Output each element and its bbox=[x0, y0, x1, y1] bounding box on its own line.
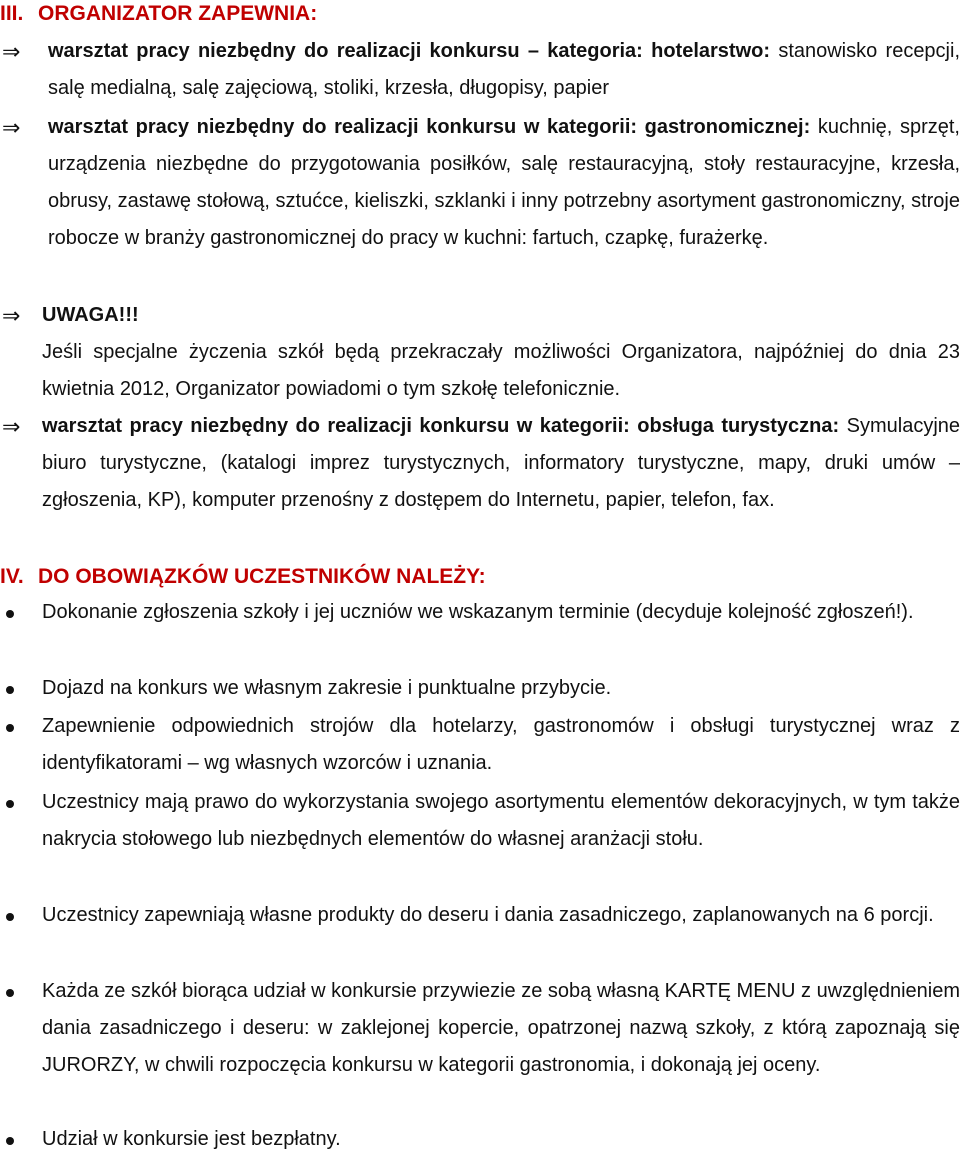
bullet-dot-icon bbox=[6, 800, 14, 808]
list-item-text: Każda ze szkół biorąca udział w konkursie przywiezie ze sobą własną KARTĘ MENU z uwzględnieniem dania zasadniczego i deseru: w zaklejonej kopercie, opatrzonej nazwą szkoły, z którą zapoznają się JURORZY, w chwili rozpoczęcia konkursu w kategorii gastronomia, i dokonają jej oceny. bbox=[42, 980, 960, 1076]
list-item-text: Uczestnicy zapewniają własne produkty do deseru i dania zasadniczego, zaplanowanych na 6 porcji. bbox=[42, 904, 934, 926]
list-item-text: Zapewnienie odpowiednich strojów dla hotelarzy, gastronomów i obsługi turystycznej wraz z identyfikatorami – wg własnych wzorców i uznania. bbox=[42, 715, 960, 774]
double-right-arrow-icon: ⇒ bbox=[2, 115, 21, 140]
bullet-dot-icon bbox=[6, 989, 14, 997]
item-text bbox=[42, 408, 960, 519]
bullet-dot-icon bbox=[6, 686, 14, 694]
item-text bbox=[48, 109, 960, 257]
section-4-heading bbox=[0, 564, 486, 590]
section-3-number: III. bbox=[0, 2, 24, 25]
item-body: Jeśli specjalne życzenia szkół będą przekraczały możliwości Organizatora, najpóźniej do dnia 23 kwietnia 2012, Organizator powiadomi o tym szkołę telefonicznie. bbox=[42, 341, 960, 400]
bullet-dot-icon bbox=[6, 1137, 14, 1145]
item-text bbox=[42, 297, 960, 408]
section-3-title: ORGANIZATOR ZAPEWNIA: bbox=[38, 2, 318, 25]
item-body: Symulacyjne biuro turystyczne, (katalogi imprez turystycznych, informatory turystyczne, mapy, druki umów – zgłoszenia, KP), komputer przenośny z dostępem do Internetu, papier, telefon, fax. bbox=[42, 415, 960, 511]
item-lead: warsztat pracy niezbędny do realizacji konkursu w kategorii: obsługa turystyczna: bbox=[42, 415, 840, 437]
section-4-title: DO OBOWIĄZKÓW UCZESTNIKÓW NALEŻY: bbox=[38, 565, 486, 588]
item-lead: warsztat pracy niezbędny do realizacji konkursu w kategorii: gastronomicznej: bbox=[48, 116, 811, 138]
bullet-dot-icon bbox=[6, 610, 14, 618]
bullet-dot-icon bbox=[6, 913, 14, 921]
list-item-text: Uczestnicy mają prawo do wykorzystania swojego asortymentu elementów dekoracyjnych, w tym także nakrycia stołowego lub niezbędnych elementów do własnej aranżacji stołu. bbox=[42, 791, 960, 850]
list-item-text: Dojazd na konkurs we własnym zakresie i punktualne przybycie. bbox=[42, 677, 612, 699]
list-item-text: Dokonanie zgłoszenia szkoły i jej uczniów we wskazanym terminie (decyduje kolejność zgłoszeń!). bbox=[42, 601, 914, 623]
double-right-arrow-icon: ⇒ bbox=[2, 39, 21, 64]
item-body: stanowisko recepcji, salę medialną, salę zajęciową, stoliki, krzesła, długopisy, papier bbox=[48, 40, 960, 99]
item-text bbox=[48, 33, 960, 107]
double-right-arrow-icon: ⇒ bbox=[2, 414, 21, 439]
section-4-number: IV. bbox=[0, 565, 24, 588]
bullet-dot-icon bbox=[6, 724, 14, 732]
double-right-arrow-icon: ⇒ bbox=[2, 303, 21, 328]
list-item-text: Udział w konkursie jest bezpłatny. bbox=[42, 1128, 341, 1150]
warning-label: UWAGA!!! bbox=[42, 304, 139, 326]
item-lead: warsztat pracy niezbędny do realizacji konkursu – kategoria: hotelarstwo: bbox=[48, 40, 771, 62]
section-3-heading bbox=[0, 1, 317, 27]
item-body: kuchnię, sprzęt, urządzenia niezbędne do przygotowania posiłków, salę restauracyjną, stoły restauracyjne, krzesła, obrusy, zastawę stołową, sztućce, kieliszki, szklanki i inny potrzebny asortyment gastronomiczny, stroje robocze w branży gastronomicznej do pracy w kuchni: fartuch, czapkę, furażerkę. bbox=[48, 116, 960, 249]
